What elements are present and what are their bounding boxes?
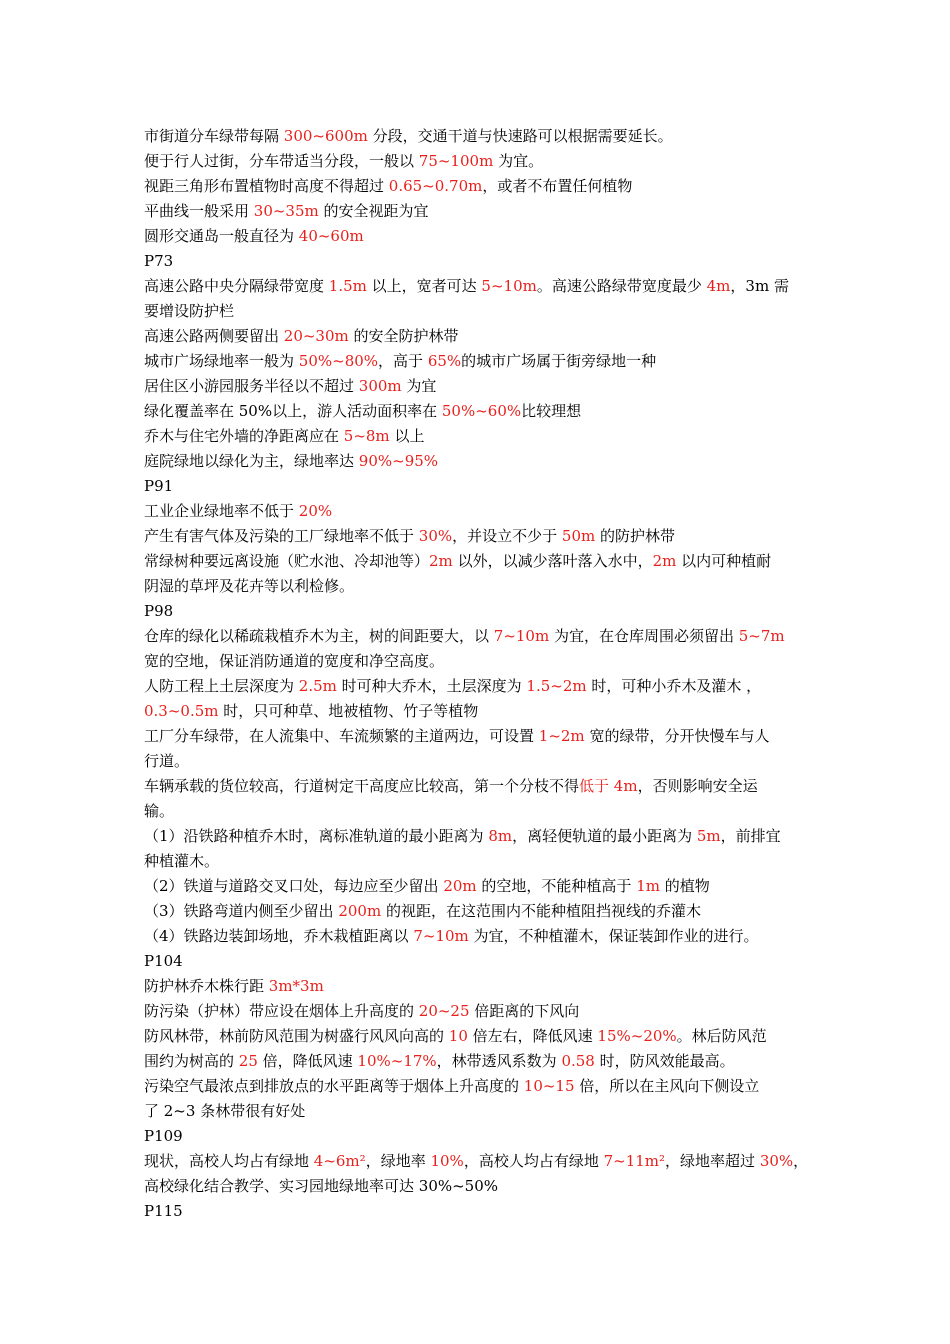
text-segment: 倍，所以在主风向下侧设立 [574,1077,760,1095]
text-segment: 乔木与住宅外墙的净距离应在 [144,427,344,445]
text-segment: 为宜。 [493,152,544,170]
text-segment: 倍，降低风速 [257,1052,358,1070]
text-line [144,1174,812,1199]
text-segment: 的视距，在这范围内不能种植阻挡视线的乔灌木 [381,902,701,920]
text-line [144,974,812,999]
text-segment: 工业企业绿地率不低于 [144,502,299,520]
text-segment: ， [793,1152,809,1170]
highlighted-value: 7~10m [493,627,550,645]
text-segment: 以上，宽者可达 [366,277,482,295]
text-segment: 倍左右，降低风速 [467,1027,598,1045]
text-segment: P98 [144,602,174,620]
highlighted-value: 4~6m² [313,1152,366,1170]
text-segment: 仓库的绿化以稀疏栽植乔木为主，树的间距要大，以 [144,627,494,645]
text-segment: 时，防风效能最高。 [594,1052,735,1070]
text-line [144,899,812,924]
highlighted-value: 0.58 [561,1052,595,1070]
highlighted-value: 30% [418,527,453,545]
text-line [144,199,812,224]
text-segment: P91 [144,477,174,495]
text-segment: ，离轻便轨道的最小距离为 [512,827,697,845]
text-segment: 的植物 [659,877,710,895]
text-segment: 视距三角形布置植物时高度不得超过 [144,177,389,195]
text-segment: 防护林乔木株行距 [144,977,269,995]
text-line [144,1199,812,1224]
text-segment: 。高速公路绿带宽度最少 [536,277,707,295]
text-line [144,374,812,399]
text-segment: 人防工程上土层深度为 [144,677,299,695]
text-segment: ，绿地率 [365,1152,431,1170]
text-line [144,224,812,249]
text-segment: ，高于 [378,352,428,370]
text-line [144,624,812,649]
highlighted-value: 20m [443,877,477,895]
text-segment: 常绿树种要远离设施（贮水池、冷却池等） [144,552,430,570]
text-line [144,499,812,524]
text-line [144,799,812,824]
highlighted-value: 10% [430,1152,464,1170]
highlighted-value: 2m [429,552,453,570]
highlighted-value: 1m [636,877,660,895]
text-segment: 输。 [144,802,175,820]
text-segment: P109 [144,1127,183,1145]
text-line [144,1024,812,1049]
highlighted-value: 8m [488,827,513,845]
text-line [144,549,812,574]
highlighted-value: 5~7m [738,627,785,645]
highlighted-value: 200m [338,902,382,920]
text-line [144,524,812,549]
text-segment: P115 [144,1202,183,1220]
text-segment: 了 2~3 条林带很有好处 [144,1102,306,1120]
text-segment: （2）铁道与道路交叉口处，每边应至少留出 [144,877,444,895]
text-segment: 要增设防护栏 [144,302,235,320]
text-segment: ，否则影响安全运 [637,777,758,795]
text-line [144,1099,812,1124]
text-line [144,474,812,499]
text-segment: 现状，高校人均占有绿地 [144,1152,314,1170]
highlighted-value: 10 [448,1027,468,1045]
text-segment: 分段，交通干道与快速路可以根据需要延长。 [367,127,673,145]
highlighted-value: 5m [696,827,721,845]
highlighted-value: 1.5~2m [526,677,587,695]
text-segment: P104 [144,952,183,970]
highlighted-value: 2m [652,552,677,570]
text-segment: P73 [144,252,174,270]
text-segment: 阴湿的草坪及花卉等以利检修。 [144,577,355,595]
text-segment: 高速公路中央分隔绿带宽度 [144,277,329,295]
highlighted-value: 7~11m² [603,1152,666,1170]
highlighted-value: 2.5m [298,677,337,695]
text-line [144,1124,812,1149]
highlighted-value: 5~10m [481,277,537,295]
text-segment: ，并设立不少于 [452,527,562,545]
highlighted-value: 300~600m [283,127,368,145]
text-line [144,774,812,799]
text-segment: 城市广场绿地率一般为 [144,352,299,370]
text-segment: 时可种大乔木，土层深度为 [336,677,527,695]
highlighted-value: 300m [358,377,402,395]
text-line [144,174,812,199]
highlighted-value: 低于 4m [579,777,638,795]
text-segment: ，林带透风系数为 [436,1052,562,1070]
text-segment: 圆形交通岛一般直径为 [144,227,299,245]
text-segment: 的城市广场属于街旁绿地一种 [461,352,657,370]
highlighted-value: 20% [298,502,333,520]
text-line [144,999,812,1024]
text-segment: 车辆承载的货位较高，行道树定干高度应比较高，第一个分枝不得 [144,777,580,795]
highlighted-value: 7~10m [413,927,469,945]
highlighted-value: 4m [706,277,731,295]
text-segment: 宽的绿带，分开快慢车与人 [584,727,770,745]
highlighted-value: 25 [238,1052,258,1070]
text-segment: 便于行人过街，分车带适当分段，一般以 [144,152,419,170]
text-segment: 绿化覆盖率在 50%以上，游人活动面积率在 [144,402,442,420]
highlighted-value: 15%~20% [597,1027,677,1045]
text-line [144,349,812,374]
text-segment: 倍距离的下风向 [469,1002,580,1020]
text-line [144,674,812,699]
text-segment: 时，可种小乔木及灌木 ， [586,677,762,695]
text-line [144,749,812,774]
highlighted-value: 20~30m [283,327,349,345]
highlighted-value: 75~100m [418,152,494,170]
text-line [144,1049,812,1074]
text-segment: 工厂分车绿带，在人流集中、车流频繁的主道两边，可设置 [144,727,539,745]
text-segment: （3）铁路弯道内侧至少留出 [144,902,339,920]
text-line [144,399,812,424]
text-segment: 防污染（护林）带应设在烟体上升高度的 [144,1002,419,1020]
highlighted-value: 30% [759,1152,794,1170]
highlighted-value: 40~60m [298,227,364,245]
text-segment: 以外，以减少落叶落入水中， [452,552,653,570]
text-segment: （1）沿铁路种植乔木时，离标准轨道的最小距离为 [144,827,489,845]
text-segment: 的安全防护林带 [348,327,459,345]
text-segment: 的防护林带 [595,527,675,545]
text-segment: 种植灌木。 [144,852,220,870]
document-page [144,124,812,1224]
text-line [144,299,812,324]
text-segment: ，或者不布置任何植物 [482,177,633,195]
text-segment: 时，只可种草、地被植物、竹子等植物 [218,702,479,720]
text-segment: ，高校人均占有绿地 [463,1152,604,1170]
highlighted-value: 30~35m [253,202,319,220]
highlighted-value: 50m [561,527,596,545]
text-segment: 。林后防风范 [676,1027,767,1045]
text-line [144,1149,812,1174]
text-segment: 平曲线一般采用 [144,202,254,220]
text-segment: （4）铁路边装卸场地，乔木栽植距离以 [144,927,414,945]
highlighted-value: 90%~95% [358,452,439,470]
text-segment: 围约为树高的 [144,1052,239,1070]
highlighted-value: 10~15 [523,1077,575,1095]
text-segment: 为宜，不种植灌木，保证装卸作业的进行。 [468,927,759,945]
highlighted-value: 3m*3m [268,977,324,995]
highlighted-value: 50%~80% [298,352,379,370]
highlighted-value: 0.65~0.70m [388,177,483,195]
text-segment: ，绿地率超过 [665,1152,760,1170]
text-line [144,874,812,899]
highlighted-value: 65% [427,352,462,370]
highlighted-value: 1.5m [328,277,367,295]
text-line [144,824,812,849]
highlighted-value: 0.3~0.5m [144,702,219,720]
text-line [144,849,812,874]
text-segment: 产生有害气体及污染的工厂绿地率不低于 [144,527,419,545]
text-segment: ，前排宜 [720,827,781,845]
highlighted-value: 5~8m [343,427,390,445]
highlighted-value: 1~2m [538,727,585,745]
text-line [144,449,812,474]
text-segment: 高速公路两侧要留出 [144,327,284,345]
text-segment: 为宜 [401,377,437,395]
text-line [144,324,812,349]
text-segment: 以内可种植耐 [676,552,772,570]
text-line [144,124,812,149]
text-segment: 防风林带，林前防风范围为树盛行风风向高的 [144,1027,449,1045]
text-segment: 高校绿化结合教学、实习园地绿地率可达 30%~50% [144,1177,499,1195]
text-line [144,724,812,749]
text-segment: 行道。 [144,752,190,770]
text-segment: 污染空气最浓点到排放点的水平距离等于烟体上升高度的 [144,1077,524,1095]
text-line [144,599,812,624]
text-line [144,149,812,174]
text-segment: 的空地，不能种植高于 [476,877,637,895]
text-segment: 宽的空地，保证消防通道的宽度和净空高度。 [144,652,445,670]
text-line [144,924,812,949]
highlighted-value: 50%~60% [441,402,522,420]
text-segment: 的安全视距为宜 [318,202,429,220]
highlighted-value: 20~25 [418,1002,470,1020]
highlighted-value: 10%~17% [357,1052,437,1070]
text-line [144,274,812,299]
text-line [144,699,812,724]
text-segment: 为宜，在仓库周围必须留出 [549,627,739,645]
text-line [144,424,812,449]
text-line [144,1074,812,1099]
text-segment: ，3m 需 [730,277,789,295]
text-segment: 居住区小游园服务半径以不超过 [144,377,359,395]
text-line [144,649,812,674]
text-segment: 以上 [389,427,425,445]
text-line [144,574,812,599]
text-line [144,249,812,274]
text-line [144,949,812,974]
text-segment: 庭院绿地以绿化为主，绿地率达 [144,452,359,470]
text-segment: 比较理想 [521,402,582,420]
text-segment: 市街道分车绿带每隔 [144,127,284,145]
